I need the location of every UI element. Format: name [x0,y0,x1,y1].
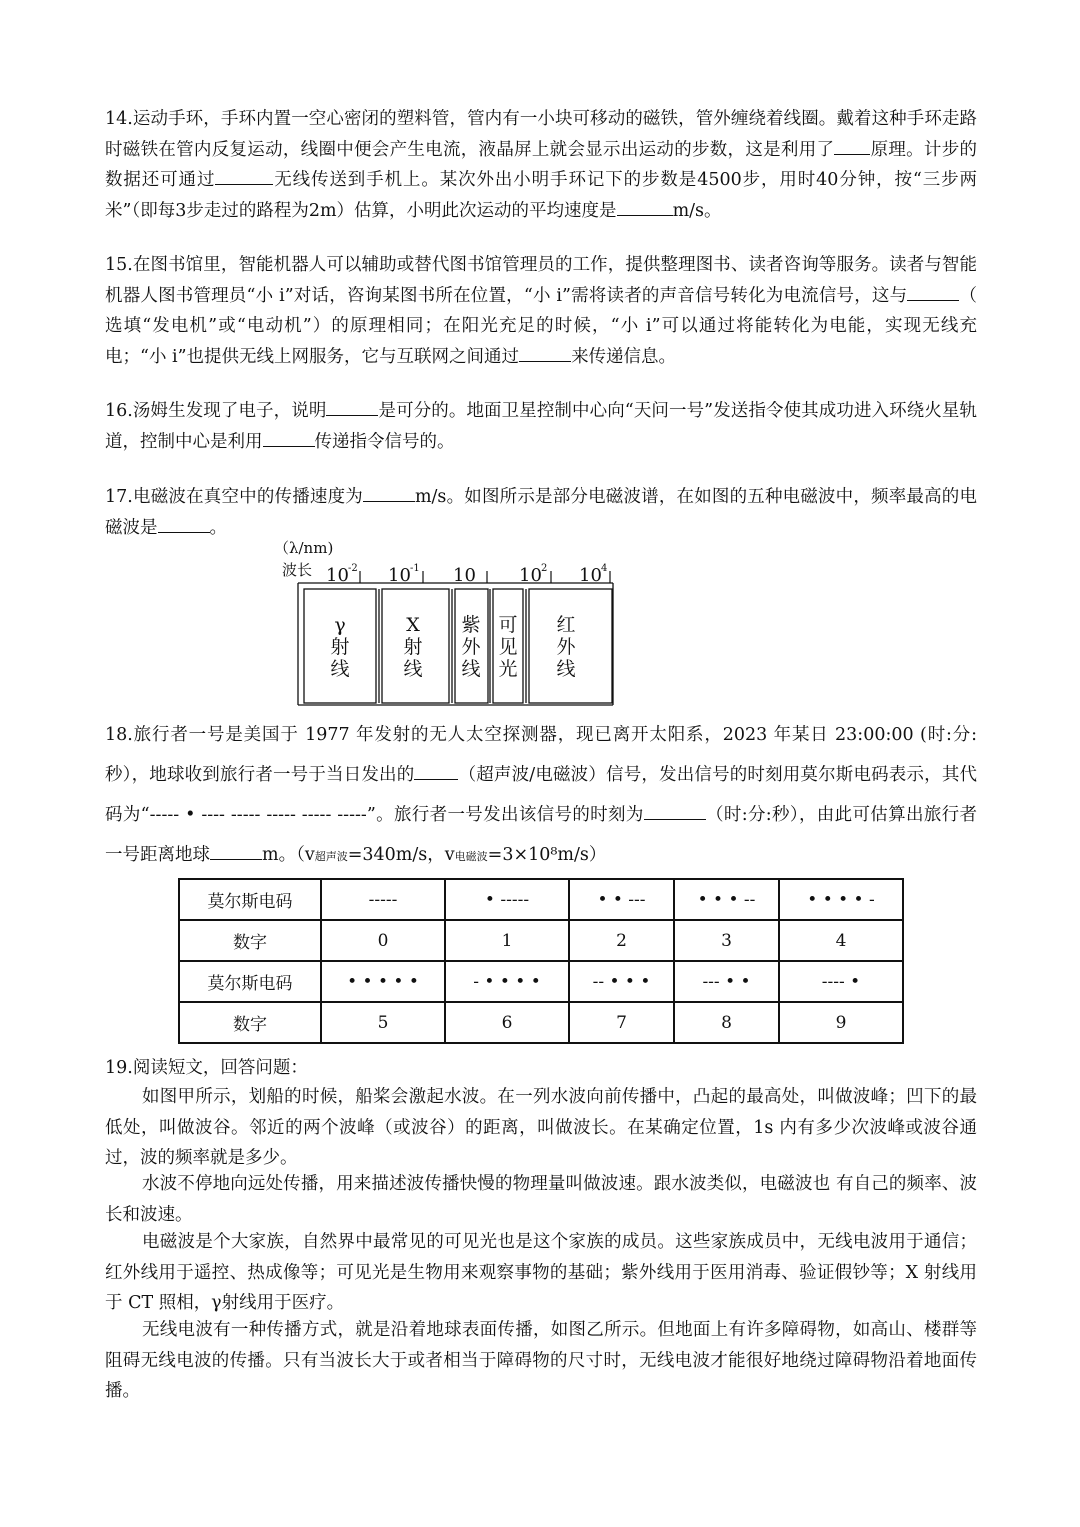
q17-blank-1[interactable] [363,483,415,502]
morse-code-9: ---- • [779,961,903,1002]
table-row [179,920,903,961]
digit-6: 6 [445,1002,569,1043]
svg-text:红: 红 [556,614,576,636]
svg-text:线: 线 [403,658,423,680]
morse-code-5: • • • • • [321,961,445,1002]
question-16 [105,396,977,457]
digit-1: 1 [445,920,569,961]
table-row [179,961,903,1002]
table-header-digit: 数字 [179,1002,321,1043]
q16-text-a: 16.汤姆生发现了电子，说明 [105,401,327,421]
morse-code-table [178,878,904,1044]
morse-code-2: • • --- [569,879,674,920]
question-19-title: 19.阅读短文，回答问题： [105,1058,308,1078]
question-15 [105,250,977,372]
q17-text-c: 。 [209,517,227,538]
q14-text-b: 原理。计步的数据还可通过 [105,139,978,190]
q18-text-f: =3×10⁸m/s） [487,845,607,865]
q18-text-d: m。（v [262,845,315,865]
q19-paragraph-3: 电磁波是个大家族，自然界中最常见的可见光也是这个家族的成员。这些家族成员中，无线电波用于通信；红外线用于遥控、热成像等；可见光是生物用来观察事物的基础；紫外线用于医用消毒、验证假钞等；X 射线用于 CT 照相，γ射线用于医疗。 [105,1232,977,1313]
q18-blank-1[interactable] [414,761,458,780]
q16-text-b: 是可分的。地面卫星控制中心向“天问一号”发送指令使其成功进入环绕火星轨道，控制中心是利用 [105,401,977,452]
q18-blank-3[interactable] [210,841,262,860]
digit-4: 4 [779,920,903,961]
q14-blank-1[interactable] [834,136,870,155]
q16-text-c: 传递指令信号的。 [314,431,455,452]
svg-text:10: 10 [388,565,411,586]
q17-text-a: 17.电磁波在真空中的传播速度为 [105,487,363,507]
q18-text-a: 18.旅行者一号是美国于 1977 年发射的无人太空探测器，现已离开太阳系，2023 年某日 23:00:00 (时:分:秒），地球收到旅行者一号于当日发出的 [105,725,977,785]
table-row [179,879,903,920]
svg-text:10: 10 [519,565,542,586]
band-xray-label [403,614,422,680]
q15-text-d: 来传递信息。 [571,346,677,367]
q15-text-a: 15.在图书馆里，智能机器人可以辅助或替代图书馆管理员的工作，提供整理图书、读者咨询等服务。读者与智能机器人图书管理员“小 i”对话，咨询某图书所在位置，“小 i”需将读者的声音信号转化为电流信号，这与 [105,255,977,306]
morse-code-7: -- • • • [569,961,674,1002]
morse-code-6: - • • • • [445,961,569,1002]
q18-sub-ultrasound: 超声波 [314,850,348,863]
svg-text:2: 2 [541,563,548,574]
svg-text:10: 10 [326,565,349,586]
spectrum-unit-label: （λ/nm) [274,539,334,557]
morse-code-1: • ----- [445,879,569,920]
digit-8: 8 [674,1002,779,1043]
q15-blank-1[interactable] [907,282,959,301]
q15-blank-2[interactable] [519,343,571,362]
q14-text-d: m/s。 [672,200,722,221]
q19-paragraph-4: 无线电波有一种传播方式，就是沿着地球表面传播，如图乙所示。但地面上有许多障碍物，如高山、楼群等阻碍无线电波的传播。只有当波长大于或者相当于障碍物的尺寸时，无线电波才能很好地绕过障碍物沿着地面传播。 [105,1320,977,1401]
svg-text:10: 10 [579,565,602,586]
q15-text-c: 能转化为电能，实现无线充电；“小 i”也提供无线上网服务，它与互联网之间通过 [105,316,978,367]
svg-text:见: 见 [498,636,518,658]
svg-text:可: 可 [498,614,518,636]
band-ultraviolet-label [461,614,481,680]
svg-text:-1: -1 [410,563,420,574]
q19-paragraph-1: 如图甲所示，划船的时候，船桨会激起水波。在一列水波向前传播中，凸起的最高处，叫做波峰；凹下的最低处，叫做波谷。邻近的两个波峰（或波谷）的距离，叫做波长。在某确定位置，1s 内有多少次波峰或波谷通过，波的频率就是多少。 [105,1087,977,1168]
svg-text:X: X [406,614,420,636]
digit-3: 3 [674,920,779,961]
q18-text-b: （超声波/电磁波）信号，发出信号的时刻用莫尔斯电码表示，其代码为“----- • ---- ----- ----- ----- -----”。旅行者一号发出该信号的时刻为 [105,765,977,825]
svg-text:射: 射 [403,636,423,658]
q16-blank-1[interactable] [326,397,378,416]
spectrum-axis-label: 波长 [282,561,313,579]
table-header-morse: 莫尔斯电码 [179,961,321,1002]
svg-text:射: 射 [330,636,350,658]
svg-text:线: 线 [556,658,576,680]
q18-blank-2[interactable] [644,801,706,820]
question-18 [105,715,977,877]
q15-text-b: （ 选填“发电机”或“电动机”）的原理相同；在阳光充足的时候，“小 i”可以通过将 [105,285,978,336]
svg-text:线: 线 [330,658,350,680]
morse-code-3: • • • -- [674,879,779,920]
morse-code-8: --- • • [674,961,779,1002]
table-header-digit: 数字 [179,920,321,961]
question-17 [105,482,977,543]
svg-text:10: 10 [453,565,476,586]
q14-blank-2[interactable] [215,166,273,185]
em-spectrum-diagram [270,535,620,707]
q14-blank-3[interactable] [617,197,673,216]
q18-text-e: =340m/s，v [347,845,455,865]
morse-code-4: • • • • - [779,879,903,920]
band-gamma-label [330,614,349,680]
digit-9: 9 [779,1002,903,1043]
svg-text:线: 线 [461,658,481,680]
q16-blank-2[interactable] [263,428,315,447]
question-14 [105,104,977,226]
svg-text:外: 外 [556,636,576,658]
table-row [179,1002,903,1043]
svg-text:光: 光 [498,658,518,680]
q19-paragraph-2: 水波不停地向远处传播，用来描述波传播快慢的物理量叫做波速。跟水波类似，电磁波也 有自己的频率、波长和波速。 [105,1174,977,1225]
svg-text:-2: -2 [348,563,358,574]
digit-5: 5 [321,1002,445,1043]
q18-text-c: （时:分:秒），由此可估算出旅行者一号距离地球 [105,805,977,865]
q17-blank-2[interactable] [158,514,210,533]
band-infrared-label [556,614,576,680]
q18-sub-em: 电磁波 [454,850,488,863]
svg-text:γ: γ [334,614,346,636]
digit-7: 7 [569,1002,674,1043]
table-header-morse: 莫尔斯电码 [179,879,321,920]
q17-text-b: m/s。如图所示是部分电磁波谱，在如图的五种电磁波中，频率最高的电磁波是 [105,487,977,538]
svg-text:紫: 紫 [461,614,481,636]
digit-2: 2 [569,920,674,961]
morse-code-0: ----- [321,879,445,920]
q14-text-a: 14.运动手环，手环内置一空心密闭的塑料管，管内有一小块可移动的磁铁，管外缠绕着线圈。戴着这种手环走路时磁铁在管内反复运动，线圈中便会产生电流，液晶屏上就会显示出运动的步数，这是利用了 [105,109,977,160]
q14-text-c: 无线传送到手机上。某次外出小明手环记下的步数是4500步，用时40分钟，按“三步两米”（即每3步走过的路程为2m）估算，小明此次运动的平均速度是 [105,170,978,221]
svg-text:4: 4 [601,563,608,574]
digit-0: 0 [321,920,445,961]
svg-text:外: 外 [461,636,481,658]
band-visible-label [498,614,517,680]
